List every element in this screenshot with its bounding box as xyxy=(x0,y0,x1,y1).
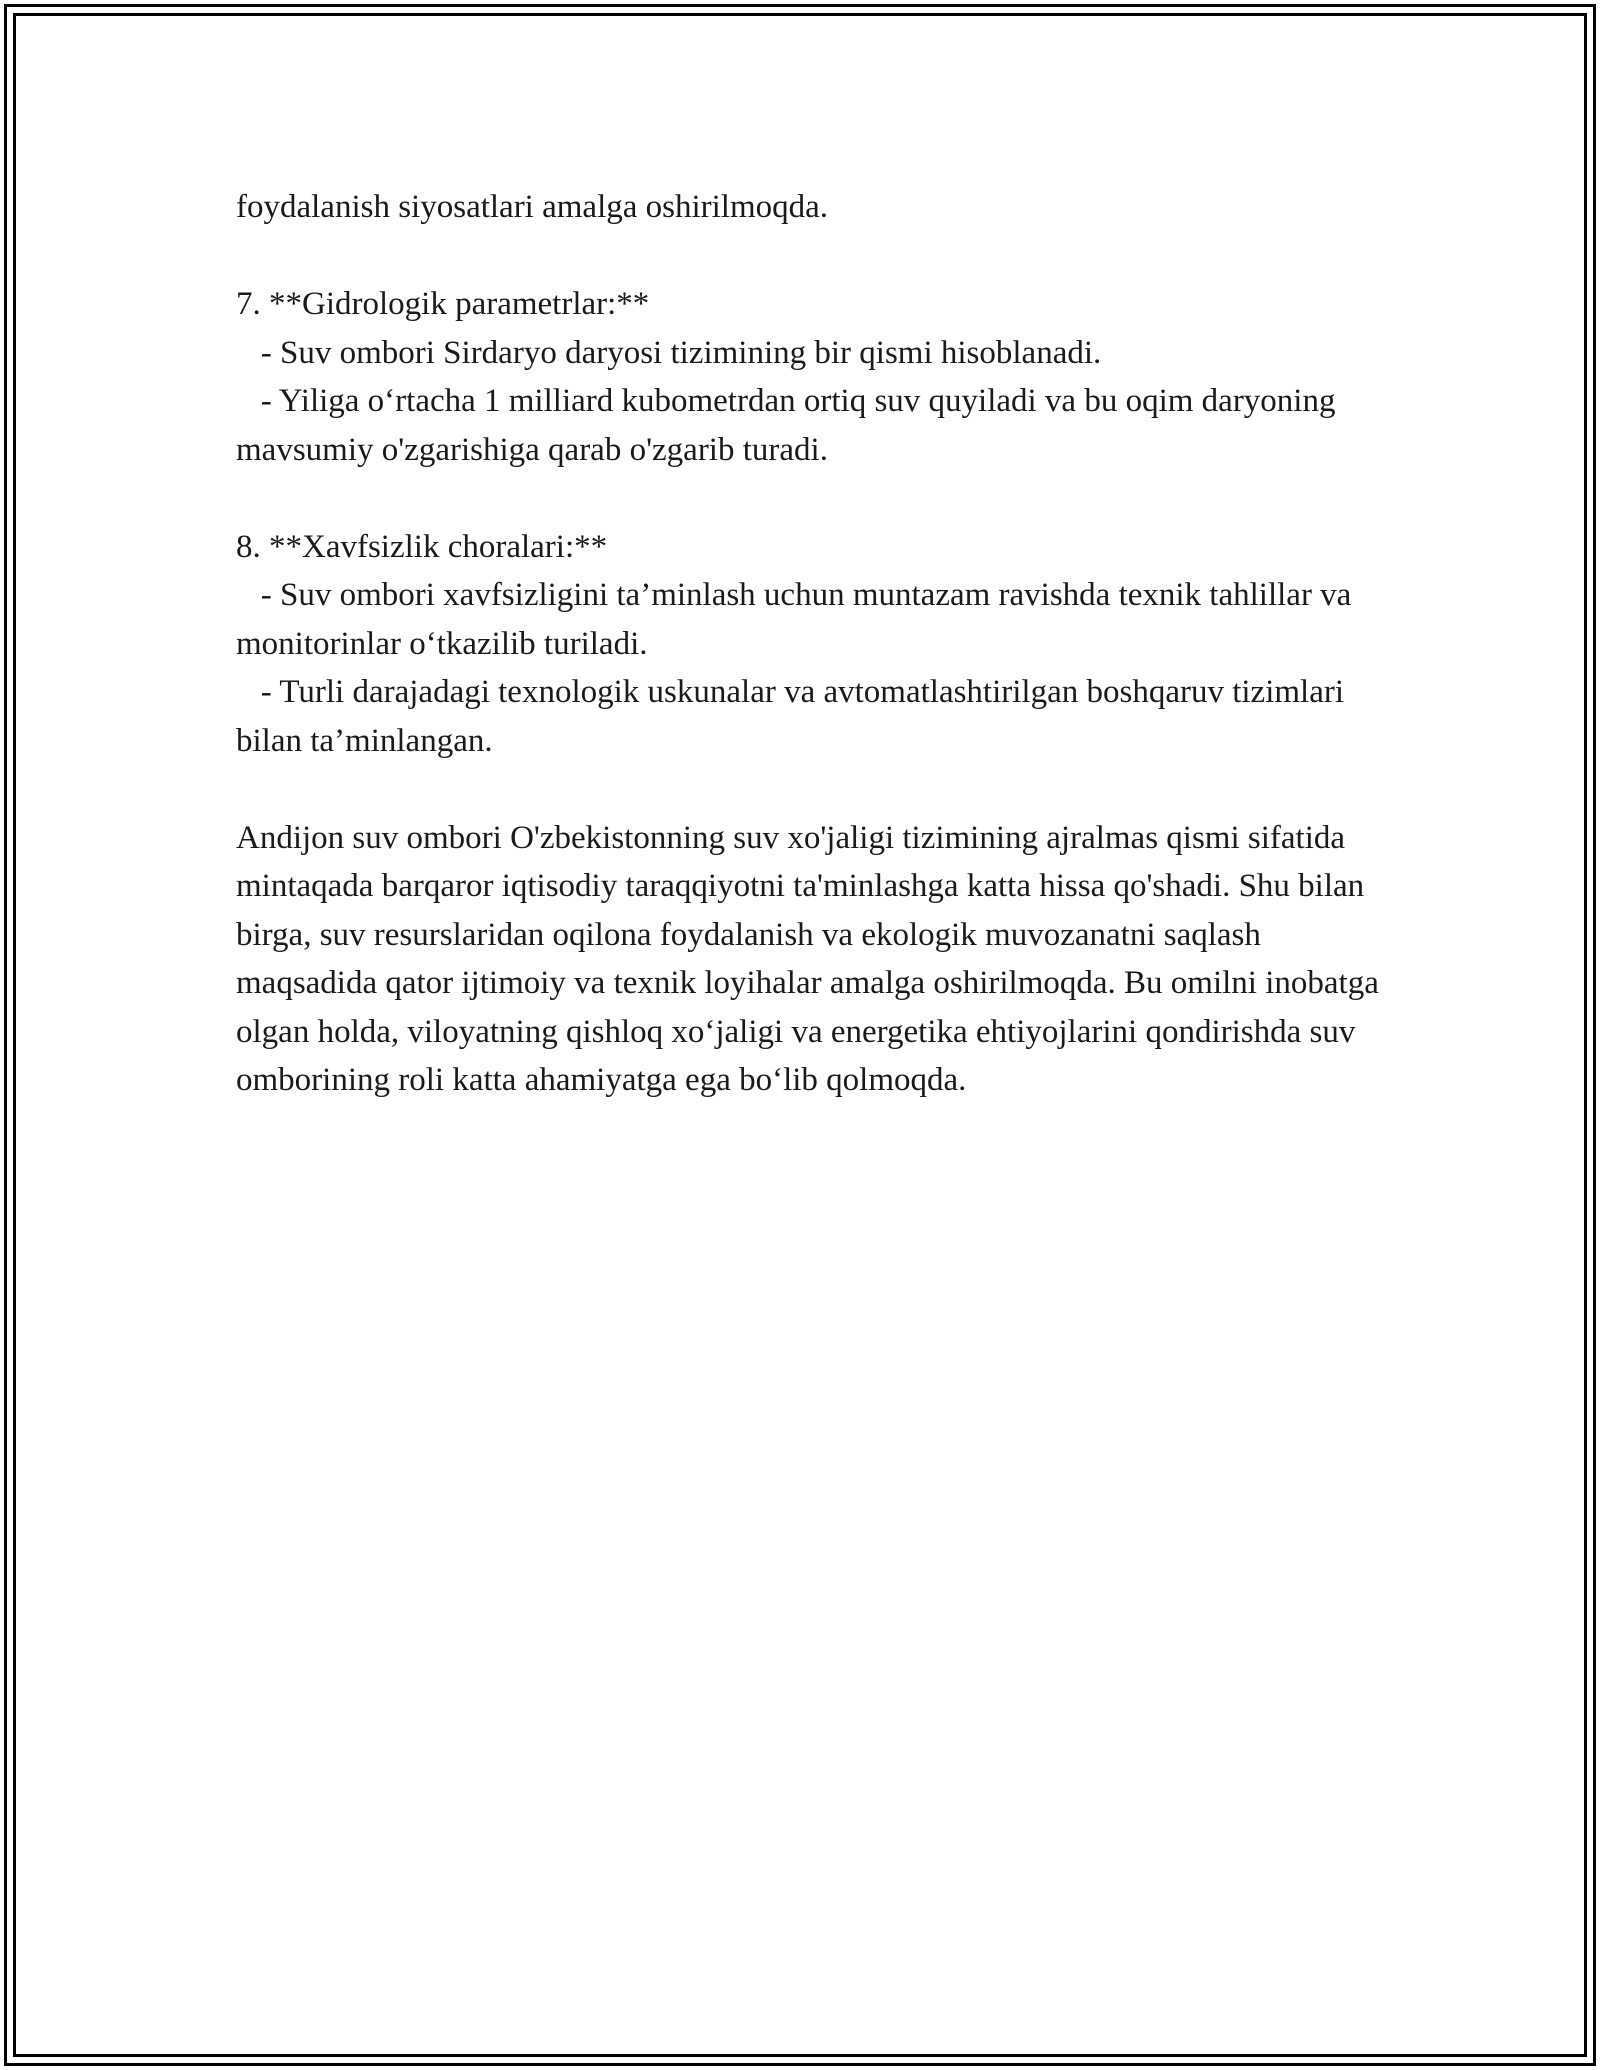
section-8-heading: 8. **Xavfsizlik choralari:** xyxy=(236,528,608,565)
document-body xyxy=(236,183,1386,1105)
conclusion-paragraph: Andijon suv ombori O'zbekistonning suv xo'jaligi tizimining ajralmas qismi sifatida mintaqada barqaror iqtisodiy taraqqiyotni ta'minlashga katta hissa qo'shadi. Shu bilan birga, suv resurslaridan oqilona foydalanish va ekologik muvozanatni saqlash maqsadida qator ijtimoiy va texnik loyihalar amalga oshirilmoqda. Bu omilni inobatga olgan holda, viloyatning qishloq xo‘jaligi va energetika ehtiyojlarini qondirishda suv omborining roli katta ahamiyatga ega bo‘lib qolmoqda. xyxy=(236,819,1388,1098)
section-8-item-1: - Suv ombori xavfsizligini ta’minlash uchun muntazam ravishda texnik tahlillar va monitorinlar o‘tkazilib turiladi. xyxy=(236,577,1360,662)
section-7-heading: 7. **Gidrologik parametrlar:** xyxy=(236,286,650,322)
intro-tail-paragraph: foydalanish siyosatlari amalga oshirilmoqda. xyxy=(236,189,829,225)
paragraph-gap xyxy=(236,232,1386,281)
section-7-item-1: - Suv ombori Sirdaryo daryosi tizimining bir qismi hisoblanadi. xyxy=(236,334,1102,371)
section-8-item-2: - Turli darajadagi texnologik uskunalar va avtomatlashtirilgan boshqaruv tizimlari bilan ta’minlangan. xyxy=(236,674,1353,759)
paragraph-gap xyxy=(236,474,1386,523)
section-7-item-2: - Yiliga o‘rtacha 1 milliard kubometrdan ortiq suv quyiladi va bu oqim daryoning mavsumiy o'zgarishiga qarab o'zgarib turadi. xyxy=(236,383,1344,468)
paragraph-gap xyxy=(236,765,1386,814)
